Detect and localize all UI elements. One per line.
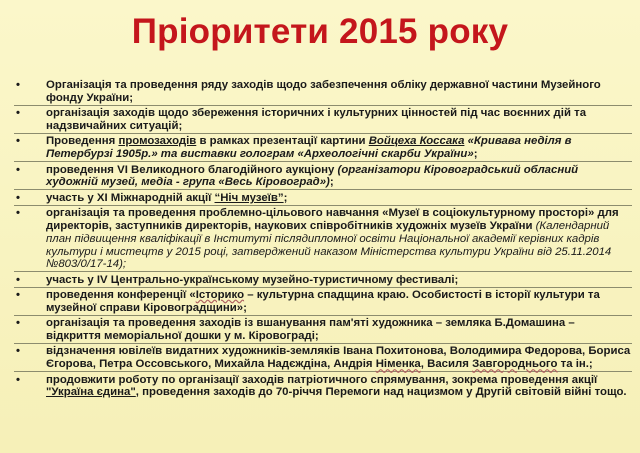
surname-zavgorodniy: Завгороднього <box>472 358 558 371</box>
list-item: • участь у IV Центрально-українському музейно-туристичному фестивалі; <box>14 274 632 288</box>
painting-title: «Кривава неділя в Петербурзі 1905р.» та виставки голограм «Археологічні скарби України» <box>46 135 572 161</box>
list-item: • організація заходів щодо збереження історичних і культурних цінностей під час воєнних дій та надзвичайних ситуацій; <box>14 107 632 134</box>
artist-name: Войцеха Коссака <box>368 135 465 148</box>
surname-nimenko: Німенка <box>375 358 421 371</box>
list-item: • організація та проведення заходів із вшанування пам'яті художника – земляка Б.Домашина – відкриття меморіальної дошки у м. Кіровограді; <box>14 317 632 344</box>
list-item: • продовжити роботу по організації заходів патріотичного спрямування, зокрема проведення акції "Україна єдина", проведення заходів до 70-річчя Перемоги над нацизмом у Другій світовій війні тощо. <box>14 374 632 400</box>
list-item: • Проведення промозаходів в рамках презентації картини Войцеха Коссака «Кривава неділя в Петербурзі 1905р.» та виставки голограм «Археологічні скарби України»; <box>14 135 632 162</box>
ukraine-united-text: "Україна єдина" <box>46 386 136 399</box>
priority-list <box>14 79 632 401</box>
conference-word: Історико <box>195 289 245 302</box>
calendar-note: (Календарний план підвищення кваліфікації в Інституті післядипломної освіти Національної академії керівних кадрів культури і мистецтв у 2015 році, затверджений наказом Міністерства культури України від 25.11.2014 №803/0/17-14); <box>46 219 612 271</box>
list-item: • проведення конференції «Історико – культурна спадщина краю. Особистості в історії культури та музейної справи Кіровоградщини»; <box>14 289 632 316</box>
organizers-note: (організатори Кіровоградський обласний художній музей, медіа - група «Весь Кіровоград») <box>46 163 579 189</box>
list-item: • проведення VI Великодного благодійного аукціону (організатори Кіровоградський обласний художній музей, медіа - група «Весь Кіровоград»); <box>14 164 632 191</box>
night-museums-text: “Ніч музеїв” <box>214 191 284 204</box>
list-item: • відзначення ювілеїв видатних художників-земляків Івана Похитонова, Володимира Федорова, Бориса Єгорова, Петра Оссовського, Михайла Надєждіна, Андрія Німенка, Василя Завгороднього та ін.; <box>14 345 632 372</box>
list-item: • організація та проведення проблемно-цільового навчання «Музеї в соціокультурному просторі» для директорів, заступників директорів, наукових співробітників художніх музеїв України (Календарний план підвищення кваліфікації в Інституті післядипломної освіти Національної академії керівних кадрів культури і мистецтв у 2015 році, затверджений наказом Міністерства культури України від 25.11.2014 №803/0/17-14); <box>14 207 632 272</box>
list-item: • участь у XI Міжнародній акції “Ніч музеїв”; <box>14 192 632 206</box>
list-item: • Організація та проведення ряду заходів щодо забезпечення обліку державної частини Музейного фонду України; <box>14 79 632 106</box>
slide-title: Пріоритети 2015 року <box>131 12 509 51</box>
promo-link-text: промозаходів <box>118 135 197 148</box>
